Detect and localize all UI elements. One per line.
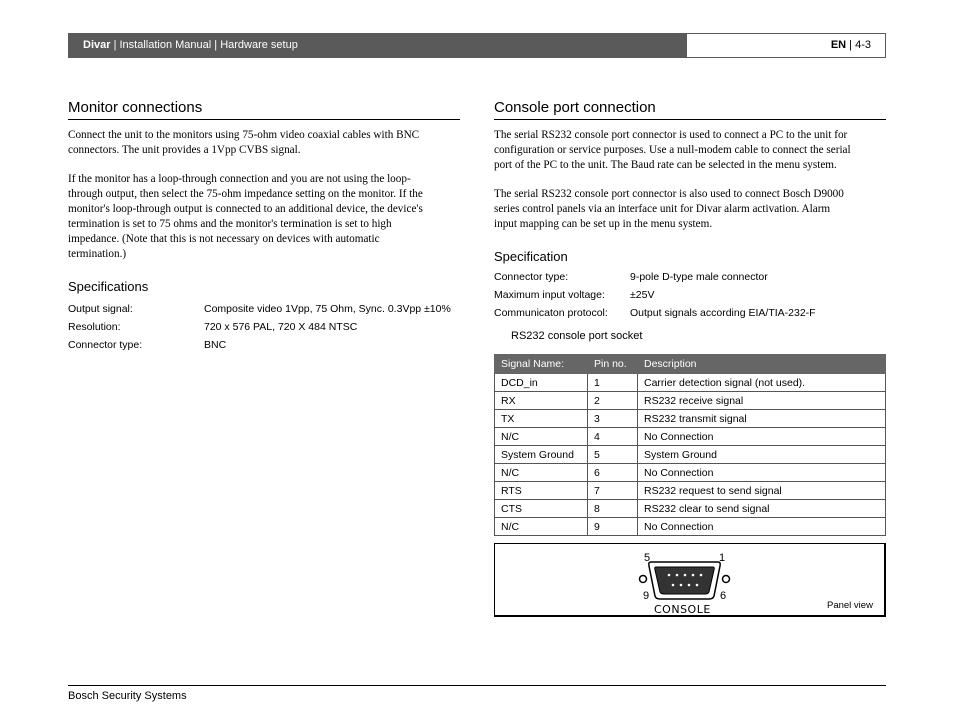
signal-cell: N/C — [495, 464, 588, 482]
spec-value: BNC — [204, 339, 227, 351]
spec-value: Output signals according EIA/TIA-232-F — [630, 307, 816, 319]
spec-label: Resolution: — [68, 321, 121, 333]
table-header-row — [495, 355, 886, 374]
spec-row — [494, 304, 886, 322]
pin-cell: 8 — [588, 500, 638, 518]
page-number-text: | 4-3 — [846, 39, 871, 51]
pin-6-label: 6 — [720, 590, 727, 602]
table-row — [495, 410, 886, 428]
pin-cell: 7 — [588, 482, 638, 500]
console-para1-line: port of the PC to the unit. The Baud rate can be selected in the menu system. — [494, 159, 837, 171]
table-row — [495, 464, 886, 482]
console-para2-line: input mapping can be set up in the menu system. — [494, 218, 713, 230]
monitor-para2-line: termination.) — [68, 248, 127, 260]
pin-cell: 9 — [588, 518, 638, 536]
signal-cell: N/C — [495, 518, 588, 536]
header-breadcrumb — [68, 33, 686, 58]
console-panel-view — [494, 543, 886, 617]
monitor-para2-line: impedance. (Note that this is not necessary on devices with automatic — [68, 233, 380, 245]
breadcrumb-text: | Installation Manual | Hardware setup — [110, 39, 298, 51]
spec-row — [494, 268, 886, 286]
description-cell: No Connection — [638, 464, 886, 482]
description-cell: System Ground — [638, 446, 886, 464]
spec-label: Maximum input voltage: — [494, 289, 605, 301]
table-row — [495, 518, 886, 536]
pin-cell: 2 — [588, 392, 638, 410]
monitor-section — [68, 98, 460, 354]
table-row — [495, 446, 886, 464]
pin-5-label: 5 — [644, 552, 651, 564]
dsub-shell-inner-icon — [655, 567, 715, 594]
pin-cell: 3 — [588, 410, 638, 428]
rs232-pin-table — [494, 354, 886, 536]
description-cell: RS232 transmit signal — [638, 410, 886, 428]
monitor-spec-title: Specifications — [68, 279, 149, 294]
spec-row — [494, 286, 886, 304]
signal-cell: RTS — [495, 482, 588, 500]
col-header-description: Description — [638, 355, 886, 374]
pin-1-label: 1 — [719, 552, 726, 564]
spec-value: 9-pole D-type male connector — [630, 271, 768, 283]
monitor-para1-line: Connect the unit to the monitors using 75-ohm video coaxial cables with BNC — [68, 129, 420, 141]
table-row — [495, 482, 886, 500]
console-para2-line: The serial RS232 console port connector is also used to connect Bosch D9000 — [494, 188, 844, 200]
signal-cell: CTS — [495, 500, 588, 518]
table-row — [495, 374, 886, 392]
spec-row — [68, 318, 460, 336]
spec-value: ±25V — [630, 289, 655, 301]
signal-cell: RX — [495, 392, 588, 410]
spec-value: Composite video 1Vpp, 75 Ohm, Sync. 0.3Vpp ±10% — [204, 303, 451, 315]
console-section — [494, 98, 886, 344]
console-para1-line: configuration or service purposes. Use a null-modem cable to connect the serial — [494, 144, 851, 156]
description-cell: RS232 receive signal — [638, 392, 886, 410]
description-cell: Carrier detection signal (not used). — [638, 374, 886, 392]
monitor-para2-line: monitor's loop-through output is connected to an additional device, the device's — [68, 203, 423, 215]
spec-label: Connector type: — [68, 339, 143, 351]
pin-cell: 4 — [588, 428, 638, 446]
col-header-pin: Pin no. — [588, 355, 638, 374]
pin-cell: 5 — [588, 446, 638, 464]
signal-cell: N/C — [495, 428, 588, 446]
language-code: EN — [830, 39, 847, 51]
console-para1-line: The serial RS232 console port connector is used to connect a PC to the unit for — [494, 129, 848, 141]
description-cell: No Connection — [638, 428, 886, 446]
spec-row — [68, 300, 460, 318]
pin-cell: 6 — [588, 464, 638, 482]
mount-hole-right-icon — [723, 576, 730, 583]
console-connector-label: CONSOLE — [654, 603, 711, 615]
spec-row — [68, 336, 460, 354]
table-row — [495, 392, 886, 410]
table-row — [495, 428, 886, 446]
description-cell: RS232 clear to send signal — [638, 500, 886, 518]
signal-cell: TX — [495, 410, 588, 428]
footer-company: Bosch Security Systems — [68, 690, 187, 702]
signal-cell: System Ground — [495, 446, 588, 464]
panel-view-label: Panel view — [827, 600, 873, 611]
description-cell: No Connection — [638, 518, 886, 536]
spec-label: Communicaton protocol: — [494, 307, 608, 319]
footer-divider — [68, 685, 886, 686]
signal-cell: DCD_in — [495, 374, 588, 392]
console-spec-title: Specification — [494, 249, 568, 264]
console-para2-line: series control panels via an interface unit for Divar alarm activation. Alarm — [494, 203, 831, 215]
spec-value: 720 x 576 PAL, 720 X 484 NTSC — [204, 321, 358, 333]
product-name: Divar — [83, 39, 111, 51]
pin-cell: 1 — [588, 374, 638, 392]
spec-label: Connector type: — [494, 271, 569, 283]
col-header-signal: Signal Name: — [495, 355, 588, 374]
monitor-para1-line: connectors. The unit provides a 1Vpp CVBS signal. — [68, 144, 301, 156]
description-cell: RS232 request to send signal — [638, 482, 886, 500]
spec-label: Output signal: — [68, 303, 133, 315]
table-row — [495, 500, 886, 518]
monitor-para2-line: termination is set to 75 ohms and the monitor's termination is set to high — [68, 218, 392, 230]
console-title: Console port connection — [494, 98, 886, 120]
db9-connector-diagram — [495, 544, 885, 615]
mount-hole-left-icon — [640, 576, 647, 583]
header-page-number — [686, 33, 886, 58]
monitor-para2-line: through output, then select the 75-ohm impedance setting on the monitor. If the — [68, 188, 423, 200]
pin-9-label: 9 — [643, 590, 650, 602]
table-caption: RS232 console port socket — [511, 330, 643, 342]
monitor-title: Monitor connections — [68, 98, 460, 120]
monitor-para2-line: If the monitor has a loop-through connection and you are not using the loop- — [68, 173, 411, 185]
